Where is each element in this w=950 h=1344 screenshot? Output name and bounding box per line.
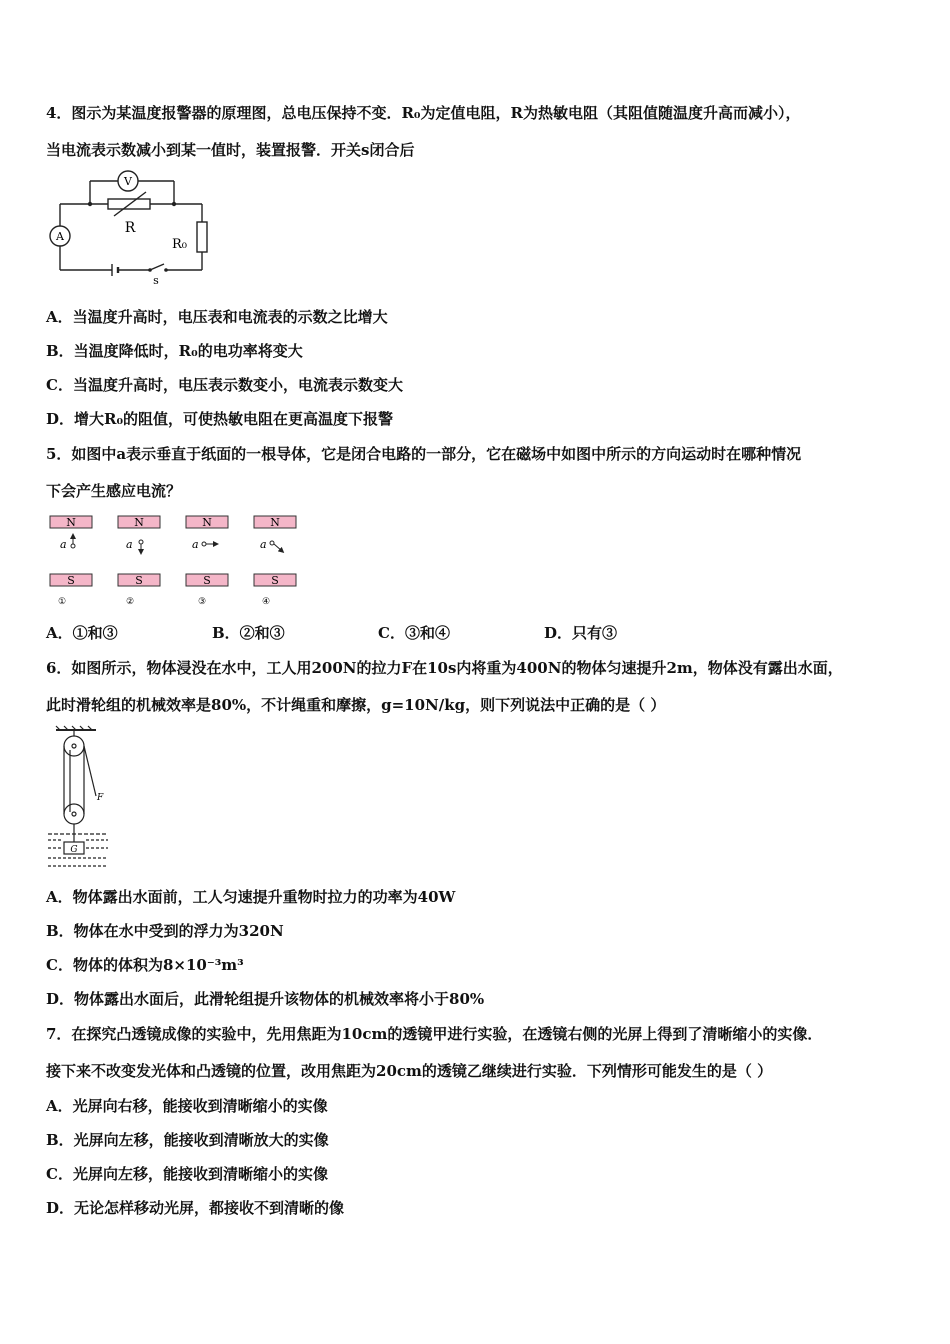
pull-force-label: F	[97, 793, 104, 803]
q7-stem-line1: 7．在探究凸透镜成像的实验中，先用焦距为10cm的透镜甲进行实验，在透镜右侧的光屏上得到了清晰缩小的实像．	[46, 1025, 823, 1043]
q6-option-c: C．物体的体积为8×10⁻³m³	[46, 956, 244, 974]
q4-stem-line2: 当电流表示数减小到某一值时，装置报警．开关s闭合后	[46, 141, 415, 159]
magnet-panel-1	[50, 516, 92, 607]
q7-stem-line2: 接下来不改变发光体和凸透镜的位置，改用焦距为20cm的透镜乙继续进行实验．下列情形可能发生的是（ ）	[46, 1062, 773, 1080]
q5-magnet-diagram	[46, 512, 306, 612]
svg-text:S: S	[271, 574, 279, 587]
q7-option-d: D．无论怎样移动光屏，都接收不到清晰的像	[46, 1199, 345, 1217]
svg-text:a: a	[192, 538, 199, 551]
q7-option-c: C．光屏向左移，能接收到清晰缩小的实像	[46, 1165, 328, 1183]
q5-option-d: D．只有③	[544, 624, 618, 642]
q5-option-c: C．③和④	[378, 624, 450, 642]
q6-option-a: A．物体露出水面前，工人匀速提升重物时拉力的功率为40W	[46, 888, 456, 906]
q4-stem-line1: 4．图示为某温度报警器的原理图，总电压保持不变．R₀为定值电阻，R为热敏电阻（其阻值随温度升高而减小），	[46, 104, 801, 122]
magnet-panel-2	[118, 516, 160, 607]
magnet-panel-3	[186, 516, 228, 607]
svg-text:③: ③	[197, 597, 207, 607]
voltmeter-label: V	[124, 175, 132, 188]
q5-option-a: A．①和③	[46, 624, 118, 642]
q7-option-b: B．光屏向左移，能接收到清晰放大的实像	[46, 1131, 329, 1149]
svg-text:N: N	[270, 516, 280, 529]
svg-text:S: S	[67, 574, 75, 587]
svg-text:④: ④	[261, 597, 271, 607]
q5-options-row	[46, 623, 617, 643]
q4-option-c: C．当温度升高时，电压表示数变小，电流表示数变大	[46, 376, 403, 394]
object-label: G	[70, 845, 78, 855]
q6-stem-line1: 6．如图所示，物体浸没在水中，工人用200N的拉力F在10s内将重为400N的物体匀速提升2m，物体没有露出水面，	[46, 659, 843, 677]
ammeter-label: A	[56, 230, 64, 243]
q4-circuit-diagram	[46, 168, 216, 288]
q5-option-b: B．②和③	[212, 624, 285, 642]
svg-text:a: a	[260, 538, 267, 551]
q6-option-d: D．物体露出水面后，此滑轮组提升该物体的机械效率将小于80%	[46, 990, 485, 1008]
r0-label: R₀	[172, 237, 187, 252]
q4-option-a: A．当温度升高时，电压表和电流表的示数之比增大	[46, 308, 388, 326]
q4-option-b: B．当温度降低时，R₀的电功率将变大	[46, 342, 303, 360]
switch-label: s	[153, 274, 159, 287]
svg-text:a: a	[60, 538, 67, 551]
q5-stem-line2: 下会产生感应电流？	[46, 482, 182, 500]
magnet-panel-4	[254, 516, 296, 607]
svg-text:N: N	[202, 516, 212, 529]
svg-text:②: ②	[125, 597, 135, 607]
q5-stem-line1: 5．如图中a表示垂直于纸面的一根导体，它是闭合电路的一部分，它在磁场中如图中所示的方向运动时在哪种情况	[46, 445, 802, 463]
svg-text:S: S	[203, 574, 211, 587]
svg-text:N: N	[134, 516, 144, 529]
thermistor-label: R	[124, 220, 136, 236]
q7-option-a: A．光屏向右移，能接收到清晰缩小的实像	[46, 1097, 328, 1115]
svg-text:a: a	[126, 538, 133, 551]
q4-option-d: D．增大R₀的阻值，可使热敏电阻在更高温度下报警	[46, 410, 394, 428]
q6-pulley-diagram	[46, 724, 116, 874]
svg-text:S: S	[135, 574, 143, 587]
q6-option-b: B．物体在水中受到的浮力为320N	[46, 922, 284, 940]
svg-text:①: ①	[57, 597, 67, 607]
q6-stem-line2: 此时滑轮组的机械效率是80%，不计绳重和摩擦，g=10N/kg，则下列说法中正确的是（ ）	[46, 696, 666, 714]
svg-text:N: N	[66, 516, 76, 529]
